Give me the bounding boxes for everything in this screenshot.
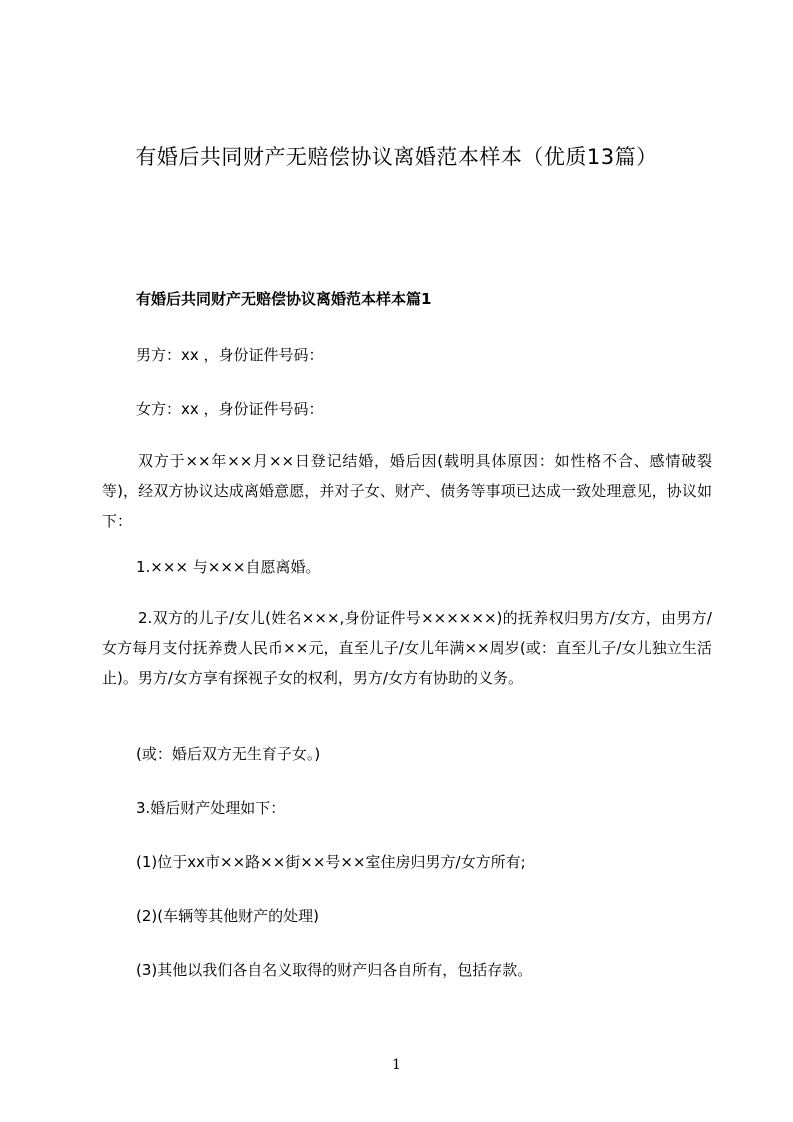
page-number: 1 <box>392 1057 401 1073</box>
clause-3-heading: 3.婚后财产处理如下： <box>136 799 286 817</box>
clause-3-item-2: (2)(车辆等其他财产的处理) <box>136 907 319 925</box>
male-party-line: 男方：xx ，身份证件号码： <box>136 346 324 364</box>
intro-paragraph: 双方于××年××月××日登记结婚，婚后因(载明具体原因：如性格不合、感情破裂等)，经双方协议达成离婚意愿，并对子女、财产、债务等事项已达成一致处理意见，协议如下： <box>102 452 712 530</box>
clause-3-item-3: (3)其他以我们各自名义取得的财产归各自所有，包括存款。 <box>136 961 533 979</box>
document-title: 有婚后共同财产无赔偿协议离婚范本样本（优质13篇） <box>135 145 658 169</box>
clause-3-item-1: (1)位于xx市××路××街××号××室住房归男方/女方所有; <box>136 853 526 871</box>
clause-1: 1.××× 与×××自愿离婚。 <box>136 558 321 576</box>
female-party-line: 女方：xx ，身份证件号码： <box>136 400 324 418</box>
section-heading: 有婚后共同财产无赔偿协议离婚范本样本篇1 <box>136 290 432 308</box>
clause-2-alternative: (或：婚后双方无生育子女。) <box>136 745 321 763</box>
clause-2: 2.双方的儿子/女儿(姓名×××,身份证件号××××××)的抚养权归男方/女方，由男方/女方每月支付抚养费人民币××元，直至儿子/女儿年满××周岁(或：直至儿子/女儿独立生活止)。男方/女方享有探视子女的权利，男方/女方有协助的义务。 <box>102 609 712 687</box>
